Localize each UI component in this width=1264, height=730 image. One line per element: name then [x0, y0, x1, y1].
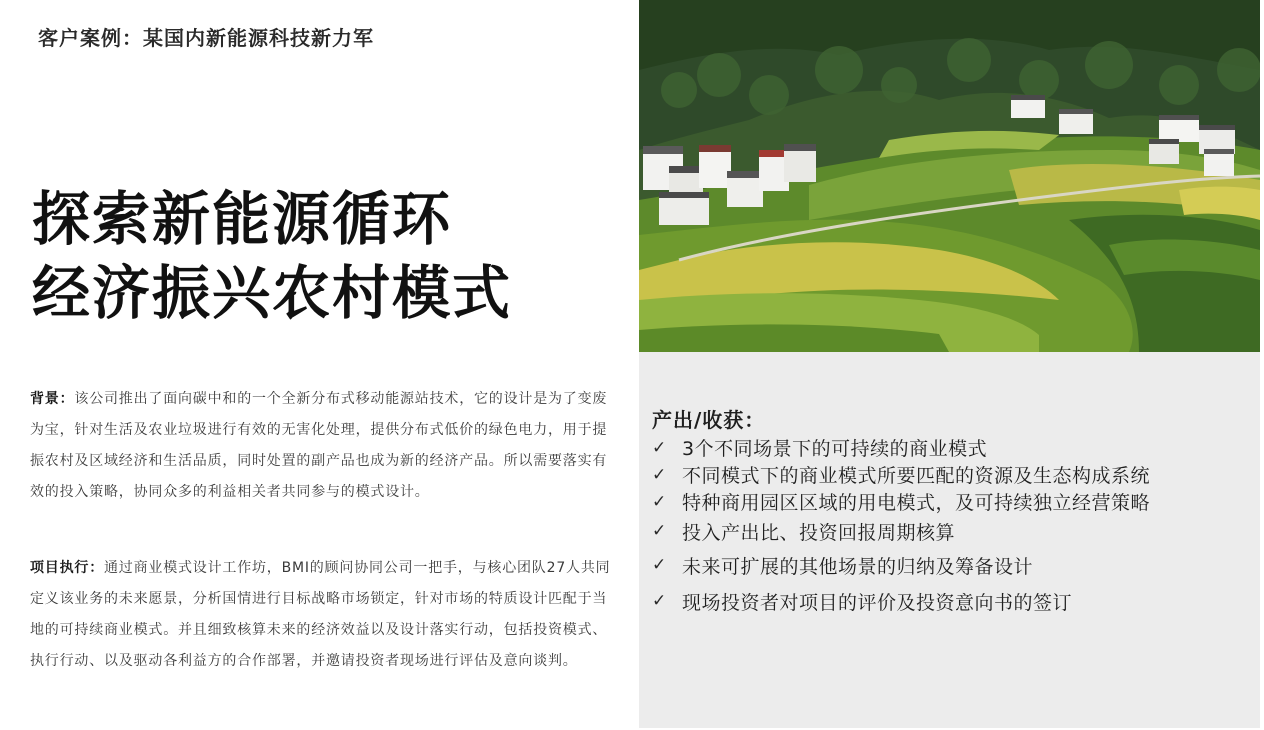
background-paragraph [30, 384, 615, 508]
results-item: ✓ 不同模式下的商业模式所要匹配的资源及生态构成系统 [652, 464, 1151, 487]
results-item: ✓ 3个不同场景下的可持续的商业模式 [652, 437, 988, 460]
results-list [652, 434, 1150, 619]
results-title: 产出/收获： [652, 408, 766, 432]
background-text: 该公司推出了面向碳中和的一个全新分布式移动能源站技术，它的设计是为了变废为宝，针对生活及农业垃圾进行有效的无害化处理，提供分布式低价的绿色电力，用于提振农村及区域经济和生活品质，同时处置的副产品也成为新的经济产品。所以需要落实有效的投入策略，协同众多的利益相关者共同参与的模式设计。 [30, 391, 608, 500]
check-icon: ✓ [652, 555, 667, 575]
case-study-label: 客户案例：某国内新能源科技新力军 [38, 26, 374, 50]
results-panel [639, 352, 1260, 728]
results-item: ✓ 投入产出比、投资回报周期核算 [652, 521, 956, 544]
check-icon: ✓ [652, 591, 667, 611]
results-item: ✓ 未来可扩展的其他场景的归纳及筹备设计 [652, 555, 1034, 578]
results-item: ✓ 现场投资者对项目的评价及投资意向书的签订 [652, 591, 1073, 614]
background-lead: 背景： [30, 391, 75, 407]
check-icon: ✓ [652, 521, 667, 541]
execution-text: 通过商业模式设计工作坊，BMI的顾问协同公司一把手，与核心团队27人共同定义该业务的未来愿景，分析国情进行目标战略市场锁定，针对市场的特质设计匹配于当地的可持续商业模式。并且细致核算未来的经济效益以及设计落实行动，包括投资模式、执行行动、以及驱动各利益方的合作部署，并邀请投资者现场进行评估及意向谈判。 [30, 560, 611, 669]
page-headline [32, 182, 622, 330]
check-icon: ✓ [652, 464, 667, 485]
results-item: ✓ 特种商用园区区域的用电模式，及可持续独立经营策略 [652, 491, 1151, 514]
execution-paragraph [30, 553, 615, 677]
headline-line-2: 经济振兴农村模式 [32, 259, 513, 327]
check-icon: ✓ [652, 491, 667, 512]
check-icon: ✓ [652, 437, 667, 458]
execution-lead: 项目执行： [30, 560, 104, 576]
village-fields-photo [639, 0, 1260, 352]
headline-line-1: 探索新能源循环 [32, 185, 453, 253]
